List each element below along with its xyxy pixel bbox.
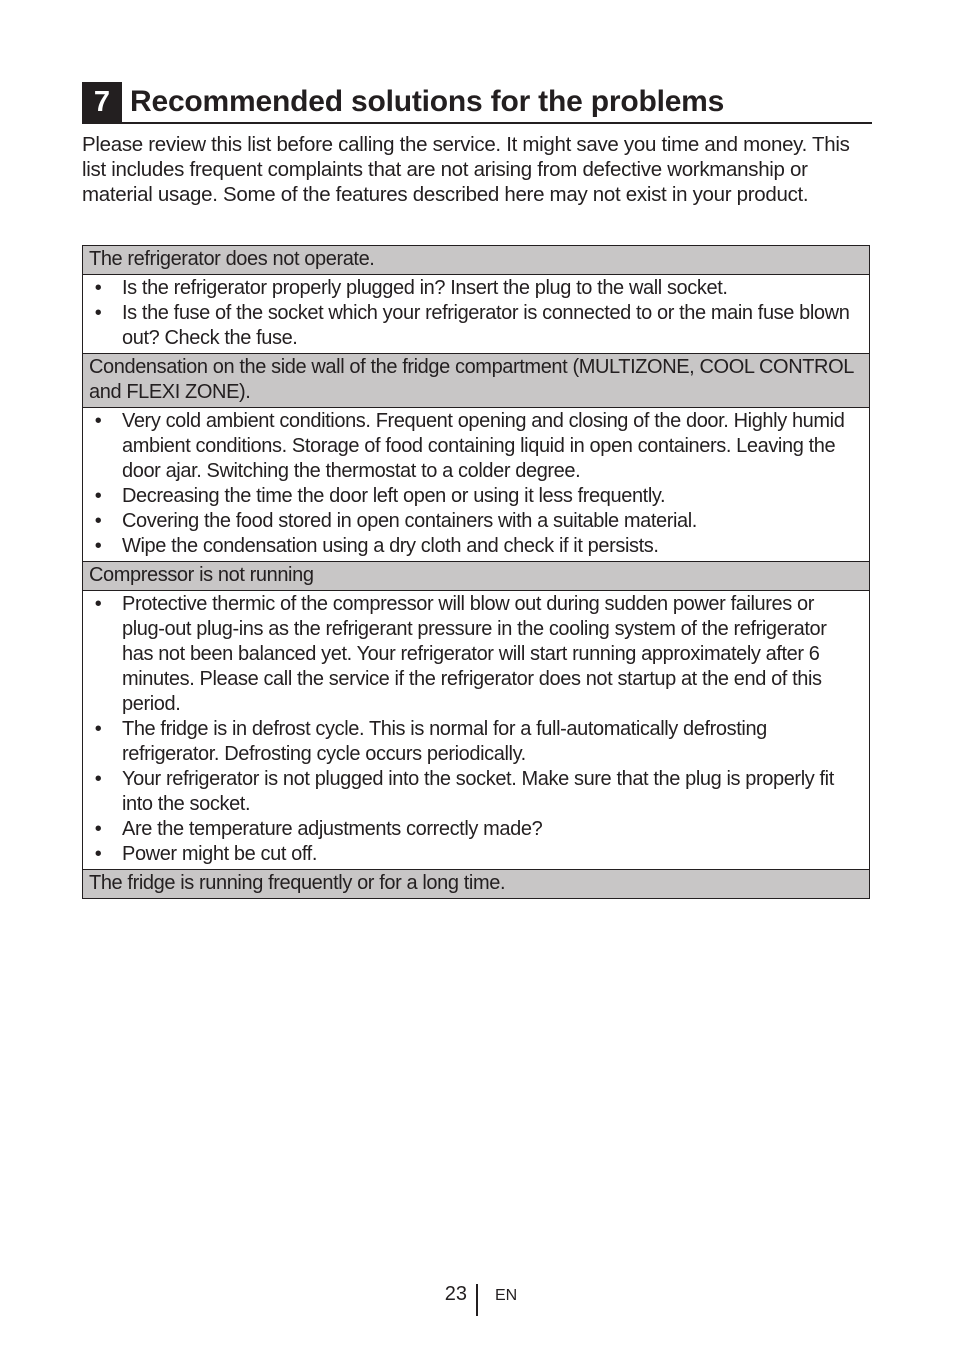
bullet-icon: •: [94, 510, 102, 532]
problem-heading: The refrigerator does not operate.: [83, 246, 869, 275]
intro-paragraph: Please review this list before calling the service. It might save you time and money. This list includes frequent complaints that are not arising from defective workmanship or material usage. Some of the features described here may not exist in your product.: [82, 133, 850, 206]
solution-list: [83, 275, 869, 354]
troubleshooting-table: [82, 245, 870, 899]
bullet-icon: •: [94, 410, 102, 432]
bullet-icon: •: [94, 718, 102, 740]
bullet-icon: •: [94, 277, 102, 299]
footer-divider: [476, 1284, 478, 1316]
bullet-icon: •: [94, 843, 102, 865]
solution-item: • Is the refrigerator properly plugged in? Insert the plug to the wall socket.: [89, 276, 859, 301]
problem-heading: The fridge is running frequently or for a long time.: [83, 870, 869, 898]
section-title: Recommended solutions for the problems: [130, 85, 725, 118]
bullet-icon: •: [94, 593, 102, 615]
solution-item: • Your refrigerator is not plugged into the socket. Make sure that the plug is properly fit into the socket.: [89, 767, 859, 817]
bullet-icon: •: [94, 768, 102, 790]
bullet-icon: •: [94, 535, 102, 557]
solution-item: • Decreasing the time the door left open or using it less frequently.: [89, 484, 859, 509]
section-number: 7: [82, 82, 122, 122]
section-header: [82, 82, 872, 124]
solution-item: • The fridge is in defrost cycle. This is normal for a full-automatically defrosting refrigerator. Defrosting cycle occurs periodically.: [89, 717, 859, 767]
bullet-icon: •: [94, 485, 102, 507]
page-footer: [0, 1281, 954, 1315]
page-content: [82, 82, 872, 899]
page-number: 23: [444, 1283, 467, 1305]
solution-item: • Power might be cut off.: [89, 842, 859, 867]
solution-item: • Is the fuse of the socket which your refrigerator is connected to or the main fuse blown out? Check the fuse.: [89, 301, 859, 351]
solution-item: • Are the temperature adjustments correctly made?: [89, 817, 859, 842]
solution-list: [83, 408, 869, 562]
language-code: EN: [495, 1287, 518, 1304]
bullet-icon: •: [94, 302, 102, 324]
bullet-icon: •: [94, 818, 102, 840]
solution-item: • Very cold ambient conditions. Frequent opening and closing of the door. Highly humid ambient conditions. Storage of food containing liquid in open containers. Leaving the door ajar. Switching the thermostat to a colder degree.: [89, 409, 859, 484]
problem-heading: Condensation on the side wall of the fridge compartment (MULTIZONE, COOL CONTROL and FLEXI ZONE).: [83, 354, 869, 408]
problem-heading: Compressor is not running: [83, 562, 869, 591]
solution-list: [83, 591, 869, 870]
solution-item: • Protective thermic of the compressor will blow out during sudden power failures or plug-out plug-ins as the refrigerant pressure in the cooling system of the refrigerator has not been balanced yet. Your refrigerator will start running approximately after 6 minutes. Please call the service if the refrigerator does not startup at the end of this period.: [89, 592, 859, 717]
solution-item: • Wipe the condensation using a dry cloth and check if it persists.: [89, 534, 859, 559]
solution-item: • Covering the food stored in open containers with a suitable material.: [89, 509, 859, 534]
